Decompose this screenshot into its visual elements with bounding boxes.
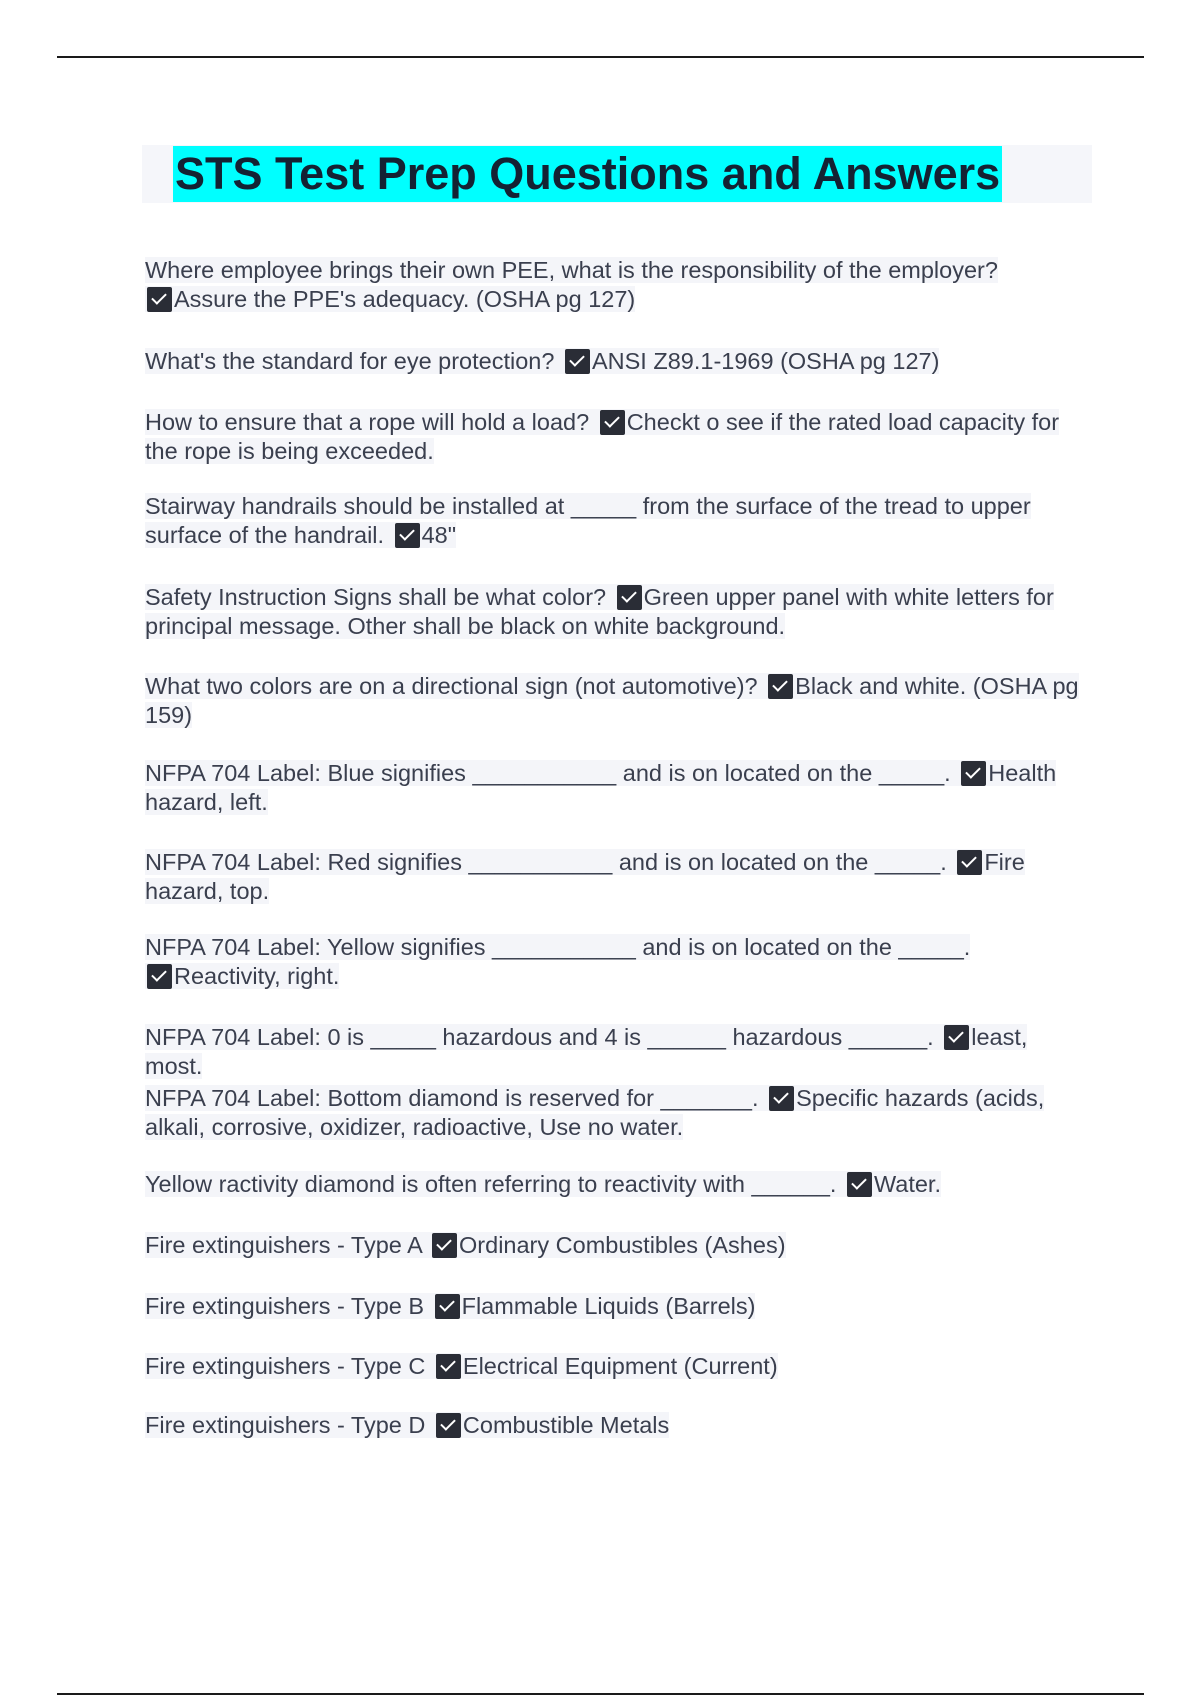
answer-text: Green upper panel with white letters for principal message. Other shall be black on white background.: [145, 584, 1054, 639]
answer-text: Water.: [873, 1171, 941, 1197]
question-text: Fire extinguishers - Type C: [145, 1353, 426, 1379]
question-text: Where employee brings their own PEE, what is the responsibility of the employer?: [145, 257, 998, 283]
qa-item-13: [145, 1231, 1090, 1260]
question-text: NFPA 704 Label: 0 is _____ hazardous and 4 is ______ hazardous ______.: [145, 1024, 934, 1050]
answer-text: Checkt o see if the rated load capacity for the rope is being exceeded.: [145, 409, 1060, 464]
answer-text: Assure the PPE's adequacy. (OSHA pg 127): [174, 286, 636, 312]
qa-item-1: [145, 256, 1090, 314]
checkmark-icon: [147, 964, 172, 989]
answer-text: 48": [421, 522, 457, 548]
answer-text: ANSI Z89.1-1969 (OSHA pg 127): [591, 348, 940, 374]
question-text: NFPA 704 Label: Bottom diamond is reserved for _______.: [145, 1085, 759, 1111]
qa-item-5: [145, 583, 1090, 641]
answer-text: Health hazard, left.: [145, 760, 1057, 815]
checkmark-icon: [565, 349, 590, 374]
question-text: NFPA 704 Label: Red signifies ___________ and is on located on the _____.: [145, 849, 947, 875]
checkmark-icon: [435, 1294, 460, 1319]
checkmark-icon: [769, 1086, 794, 1111]
answer-text: Electrical Equipment (Current): [462, 1353, 778, 1379]
checkmark-icon: [432, 1233, 457, 1258]
question-text: What's the standard for eye protection?: [145, 348, 555, 374]
qa-item-9: [145, 933, 1090, 991]
question-text: Fire extinguishers - Type A: [145, 1232, 422, 1258]
checkmark-icon: [436, 1354, 461, 1379]
answer-text: Reactivity, right.: [174, 963, 340, 989]
answer-text: Ordinary Combustibles (Ashes): [459, 1232, 786, 1258]
checkmark-icon: [847, 1172, 872, 1197]
qa-item-8: [145, 848, 1090, 906]
qa-item-4: [145, 492, 1090, 550]
checkmark-icon: [147, 287, 172, 312]
checkmark-icon: [957, 850, 982, 875]
qa-item-10: [145, 1023, 1090, 1081]
answer-text: Black and white. (OSHA pg 159): [145, 673, 1079, 728]
qa-item-3: [145, 408, 1090, 466]
footer-rule: [57, 1693, 1144, 1695]
question-text: What two colors are on a directional sign (not automotive)?: [145, 673, 758, 699]
question-text: Safety Instruction Signs shall be what color?: [145, 584, 607, 610]
qa-item-7: [145, 759, 1090, 817]
answer-text: Flammable Liquids (Barrels): [461, 1293, 756, 1319]
qa-item-6: [145, 672, 1090, 730]
checkmark-icon: [944, 1025, 969, 1050]
qa-item-14: [145, 1292, 1090, 1321]
question-text: NFPA 704 Label: Yellow signifies ___________ and is on located on the _____.: [145, 934, 971, 960]
checkmark-icon: [600, 410, 625, 435]
question-text: How to ensure that a rope will hold a load?: [145, 409, 590, 435]
answer-text: least, most.: [145, 1024, 1028, 1079]
checkmark-icon: [436, 1413, 461, 1438]
header-rule: [57, 56, 1144, 58]
checkmark-icon: [961, 761, 986, 786]
answer-text: Specific hazards (acids, alkali, corrosive, oxidizer, radioactive, Use no water.: [145, 1085, 1045, 1140]
qa-item-16: [145, 1411, 1090, 1440]
question-text: Fire extinguishers - Type D: [145, 1412, 426, 1438]
qa-item-11: [145, 1084, 1090, 1142]
checkmark-icon: [768, 674, 793, 699]
qa-item-15: [145, 1352, 1090, 1381]
document-title: STS Test Prep Questions and Answers: [173, 146, 1002, 202]
question-text: NFPA 704 Label: Blue signifies ___________ and is on located on the _____.: [145, 760, 951, 786]
checkmark-icon: [617, 585, 642, 610]
qa-item-12: [145, 1170, 1090, 1199]
question-text: Fire extinguishers - Type B: [145, 1293, 425, 1319]
answer-text: Fire hazard, top.: [145, 849, 1025, 904]
question-text: Stairway handrails should be installed at _____ from the surface of the tread to upper surface of the handrail.: [145, 493, 1031, 548]
answer-text: Combustible Metals: [462, 1412, 670, 1438]
qa-item-2: [145, 347, 1090, 376]
checkmark-icon: [395, 523, 420, 548]
question-text: Yellow ractivity diamond is often referring to reactivity with ______.: [145, 1171, 837, 1197]
